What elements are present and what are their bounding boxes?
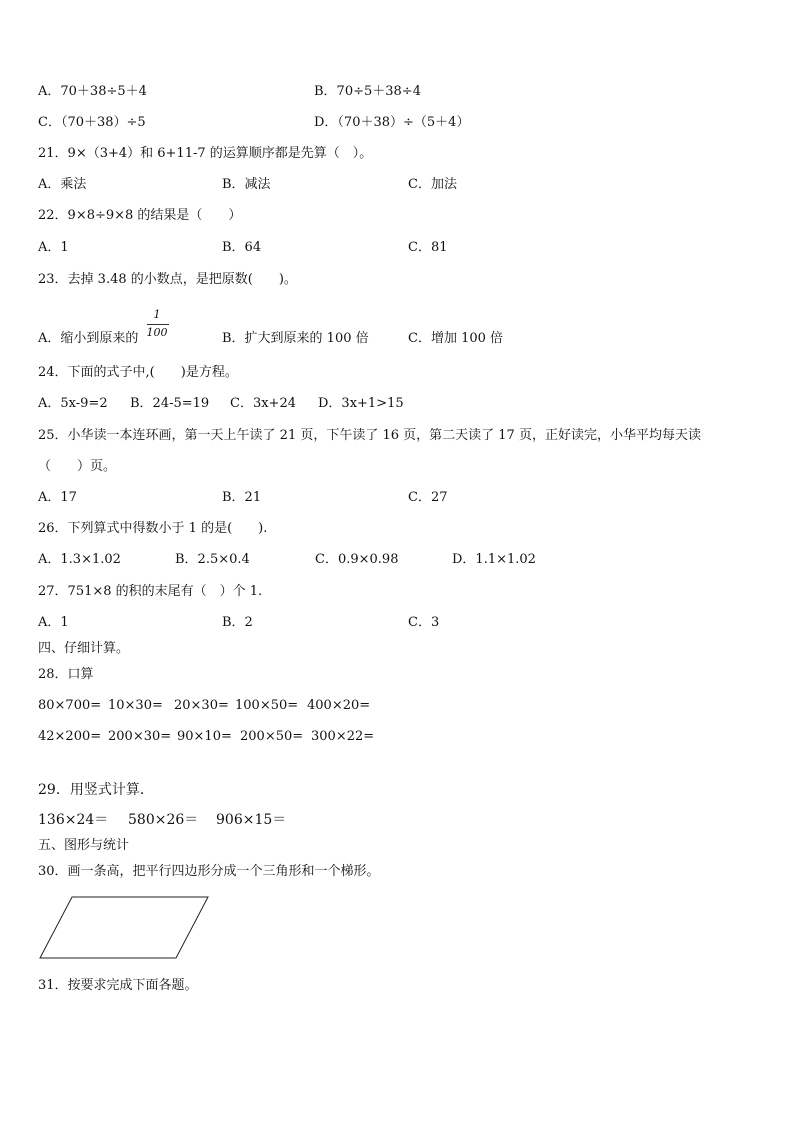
q22-option-b: B．64: [222, 240, 262, 255]
q28-row1-item: 80×700=: [38, 698, 102, 713]
q21-option-c: C．加法: [408, 177, 457, 192]
q28-row1-item: 10×30=: [108, 698, 163, 713]
q26-question: 26．下列算式中得数小于 1 的是( ).: [38, 521, 268, 536]
q28-row2-item: 42×200=: [38, 729, 102, 744]
q28-row2-item: 200×50=: [240, 729, 304, 744]
q27-option-a: A．1: [38, 615, 69, 630]
q29-item: 580×26＝: [128, 812, 199, 828]
q24-option-b: B．24-5=19: [130, 396, 210, 411]
q23-option-a: A．缩小到原来的: [38, 331, 139, 346]
q28-row2-item: 200×30=: [108, 729, 172, 744]
parallelogram-shape: [40, 897, 208, 958]
q29-question: 29．用竖式计算．: [38, 782, 154, 798]
q25-question-line1: 25．小华读一本连环画，第一天上午读了 21 页，下午读了 16 页，第二天读了 17 页，正好读完，小华平均每天读: [38, 428, 701, 443]
q26-option-c: C．0.9×0.98: [315, 552, 399, 567]
q23-option-b: B．扩大到原来的 100 倍: [222, 331, 369, 346]
q24-option-d: D．3x+1>15: [318, 396, 404, 411]
q23-fraction-numerator: 1: [153, 308, 161, 321]
q28-question: 28．口算: [38, 667, 94, 682]
section-5-heading: 五、图形与统计: [38, 838, 130, 853]
q27-question: 27．751×8 的积的末尾有（ ）个 1.: [38, 584, 263, 599]
q26-option-b: B．2.5×0.4: [175, 552, 250, 567]
q23-question: 23．去掉 3.48 的小数点，是把原数( )。: [38, 272, 297, 287]
q24-question: 24．下面的式子中,( )是方程。: [38, 365, 238, 380]
q28-row1-item: 20×30=: [174, 698, 229, 713]
q25-option-a: A．17: [38, 490, 77, 505]
q22-option-a: A．1: [38, 240, 69, 255]
q21-option-a: A．乘法: [38, 177, 87, 192]
q29-item: 136×24＝: [38, 812, 109, 828]
q22-question: 22．9×8÷9×8 的结果是（ ）: [38, 208, 242, 223]
q28-row1-item: 100×50=: [235, 698, 299, 713]
q21-option-b: B．减法: [222, 177, 271, 192]
q31-question: 31．按要求完成下面各题。: [38, 978, 198, 993]
q23-fraction-denominator: 100: [146, 326, 168, 339]
q28-row2-item: 90×10=: [177, 729, 232, 744]
q23-option-c: C．增加 100 倍: [408, 331, 504, 346]
q26-option-d: D．1.1×1.02: [452, 552, 536, 567]
q23-fraction-bar: [147, 324, 169, 325]
parallelogram-figure: [36, 894, 212, 962]
q20-option-a: A．70＋38÷5＋4: [38, 84, 147, 99]
q21-question: 21．9×（3+4）和 6+11-7 的运算顺序都是先算（ ）。: [38, 146, 373, 161]
q24-option-a: A．5x-9=2: [38, 396, 108, 411]
section-4-heading: 四、仔细计算。: [38, 641, 130, 656]
q30-question: 30．画一条高，把平行四边形分成一个三角形和一个梯形。: [38, 864, 380, 879]
q20-option-b: B．70÷5＋38÷4: [314, 84, 421, 99]
q25-option-b: B．21: [222, 490, 262, 505]
q28-row2-item: 300×22=: [311, 729, 375, 744]
q29-item: 906×15＝: [216, 812, 287, 828]
q28-row1-item: 400×20=: [307, 698, 371, 713]
q25-question-line2: （ ）页。: [38, 459, 117, 474]
q20-option-c: C．（70＋38）÷5: [38, 115, 146, 130]
q24-option-c: C．3x+24: [230, 396, 296, 411]
q26-option-a: A．1.3×1.02: [38, 552, 121, 567]
q27-option-b: B．2: [222, 615, 253, 630]
q27-option-c: C．3: [408, 615, 440, 630]
q22-option-c: C．81: [408, 240, 448, 255]
q25-option-c: C．27: [408, 490, 448, 505]
q20-option-d: D．（70＋38）÷（5＋4）: [314, 115, 470, 130]
